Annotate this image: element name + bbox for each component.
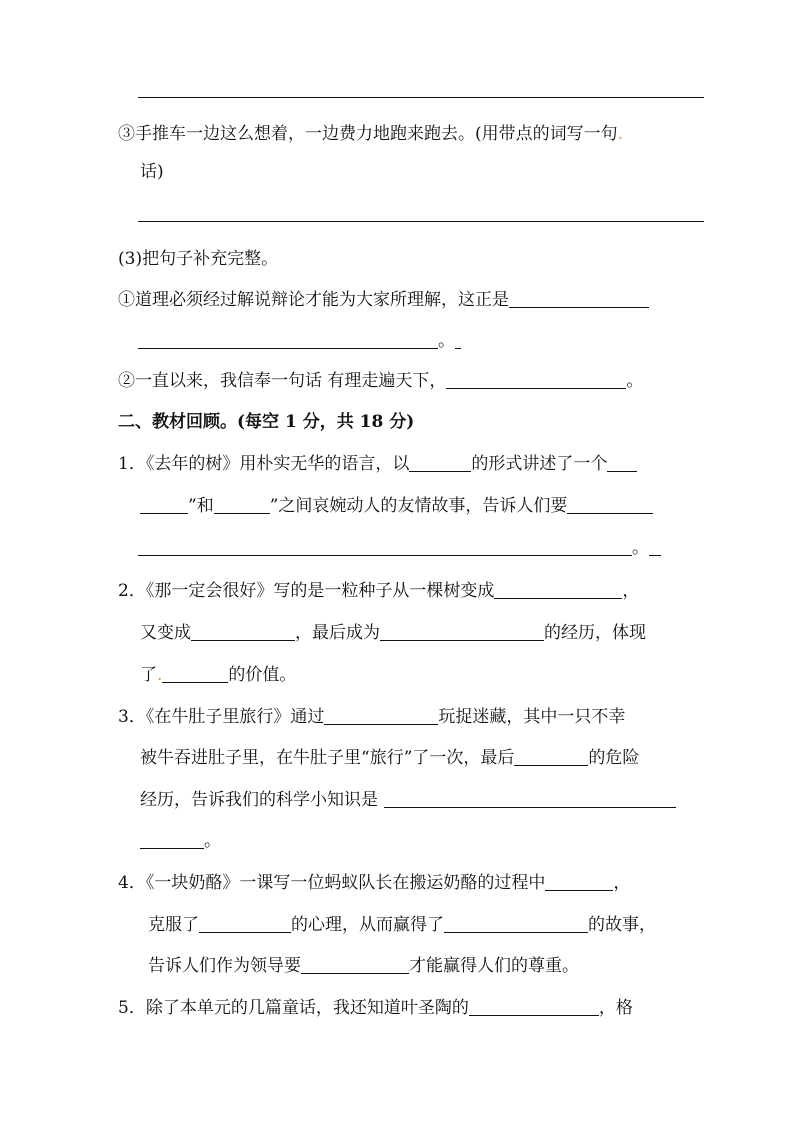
item-3-cont: 话) [140,162,164,182]
question-text: 的经历，体现 [544,623,646,643]
answer-blank[interactable] [138,330,438,349]
answer-blank[interactable] [444,914,588,933]
answer-blank[interactable] [446,370,626,389]
question-text: ，最后成为 [295,623,380,643]
question-text: 的心理，从而赢得了 [291,915,444,935]
emphasis-dot: . [157,665,163,685]
section-heading: 二、教材回顾。(每空 1 分，共 18 分) [118,412,415,432]
question-text: 告诉人们作为领导要 [148,956,301,976]
answer-line[interactable] [138,221,704,222]
question-3-line-4 [140,829,221,853]
question-text: 《那一定会很好》写的是一粒种子从一棵树变成 [145,581,495,601]
question-1-line-1 [118,452,637,476]
item-3-line [118,122,623,146]
question-text: 。 [632,538,649,558]
question-3-line-2 [140,746,639,770]
answer-line[interactable] [138,97,704,98]
question-number: 3． [118,707,146,727]
question-text: 的危险 [588,748,640,768]
question-5-line-1 [118,996,633,1020]
answer-blank[interactable] [214,495,270,514]
answer-blank[interactable] [514,747,588,766]
sentence-2-end: 。 [626,371,644,391]
question-3-line-1 [118,705,625,729]
question-text: 《一块奶酪》一课写一位蚂蚁队长在搬运奶酪的过程中 [145,873,546,893]
question-text: 才能赢得人们的尊重。 [409,956,579,976]
question-text: 除了本单元的几篇童话，我还知道叶圣陶的 [145,998,469,1018]
question-text: ”和 [188,496,214,516]
answer-blank[interactable] [409,453,471,472]
answer-blank[interactable] [199,914,291,933]
answer-blank[interactable] [301,955,409,974]
answer-blank[interactable] [191,622,295,641]
answer-blank[interactable] [380,622,544,641]
question-4-line-3 [148,954,579,978]
question-number: 5． [118,998,146,1018]
answer-blank[interactable] [324,706,438,725]
question-text: 克服了 [148,915,199,935]
question-number: 4． [118,873,146,893]
question-text: 经历，告诉我们的科学小知识是 [140,790,378,810]
question-2-line-1 [118,579,639,603]
answer-blank[interactable] [469,997,599,1016]
answer-blank[interactable] [494,580,622,599]
answer-blank[interactable] [649,537,661,556]
question-2-line-2 [140,621,646,645]
question-text: 被牛吞进肚子里，在牛肚子里“旅行”了一次，最后 [140,748,515,768]
answer-blank[interactable] [509,289,649,308]
question-1-line-2 [140,494,653,518]
sentence-2 [118,369,643,393]
question-3-line-3 [140,788,676,812]
answer-blank[interactable] [138,537,632,556]
question-text: ， [622,581,640,601]
question-text: ，格 [598,998,633,1018]
sentence-1-text: ①道理必须经过解说辩论才能为大家所理解，这正是 [118,290,509,310]
section-3-title: (3)把句子补充完整。 [118,249,279,269]
sentence-2-text: ②一直以来，我信奉一句话 有理走遍天下， [118,371,447,391]
answer-blank[interactable] [140,830,204,849]
question-text: ”之间哀婉动人的友情故事，告诉人们要 [269,496,568,516]
question-1-line-3 [138,536,661,560]
sentence-1 [118,288,649,312]
question-text: 《去年的树》用朴实无华的语言，以 [145,454,410,474]
answer-blank[interactable] [455,330,461,349]
answer-blank[interactable] [140,495,188,514]
question-text: 的价值。 [228,665,297,685]
sentence-1-cont [138,329,461,353]
question-4-line-2 [148,913,656,937]
item-3-text: ③手推车一边这么想着，一边费力地跑来跑去。(用带点的词写一句 [118,124,618,144]
question-text: 又变成 [140,623,191,643]
question-text: 的故事， [588,915,656,935]
sentence-1-end: 。 [438,331,455,351]
question-4-line-1 [118,871,630,895]
question-number: 1． [118,454,146,474]
question-text: 玩捉迷藏，其中一只不幸 [438,707,626,727]
question-text: 《在牛肚子里旅行》通过 [145,707,325,727]
answer-blank[interactable] [567,495,653,514]
question-text: 。 [204,831,221,851]
answer-blank[interactable] [545,872,613,891]
question-text: 的形式讲述了一个 [471,454,608,474]
answer-blank[interactable] [607,453,637,472]
question-number: 2． [118,581,146,601]
question-text: ， [613,873,631,893]
answer-blank[interactable] [162,664,228,683]
question-2-line-3 [140,663,296,687]
answer-blank[interactable] [384,789,676,808]
emphasis-dot: . [617,124,624,144]
question-text: 了 [140,665,157,685]
